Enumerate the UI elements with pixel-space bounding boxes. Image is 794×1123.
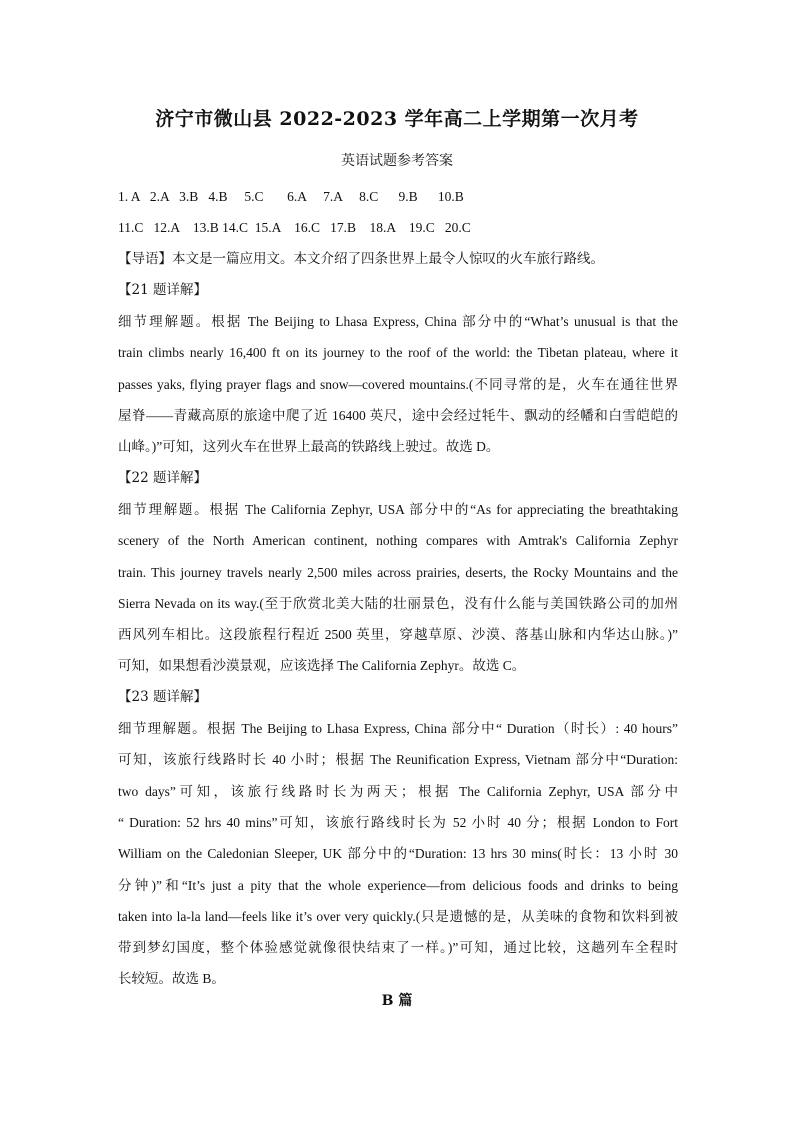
q22-line: 可知，如果想看沙漠景观，应该选择 The California Zephyr。故选 C。 [118, 658, 526, 674]
q23-line: 细节理解题。根据 The Beijing to Lhasa Express, China 部分中“ Duration（时长）: 40 hours” [118, 721, 678, 737]
answer-row-2: 11.C 12.A 13.B 14.C 15.A 16.C 17.B 18.A 19.C 20.C [118, 220, 471, 236]
q22-heading: 【22 题详解】 [118, 469, 207, 486]
q21-heading: 【21 题详解】 [118, 281, 207, 298]
page-subtitle: 英语试题参考答案 [341, 153, 453, 169]
q22-line: Sierra Nevada on its way.(至于欣赏北美大陆的壮丽景色，没有什么能与美国铁路公司的加州 [118, 595, 678, 611]
q23-heading: 【23 题详解】 [118, 688, 207, 705]
q22-line: train. This journey travels nearly 2,500 miles across prairies, deserts, the Rocky Mountains and the [118, 564, 678, 580]
document-body [118, 181, 678, 995]
q23-line: taken into la-la land—feels like it’s over very quickly.(只是遗憾的是，从美味的食物和饮料到被 [118, 908, 678, 924]
q23-line: William on the Caledonian Sleeper, UK 部分中的“Duration: 13 hrs 30 mins(时长：13 小时 30 [118, 846, 678, 862]
q23-line: two days”可知，该旅行线路时长为两天；根据 The California Zephyr, USA 部分中 [118, 783, 678, 799]
answer-row-1: 1. A 2.A 3.B 4.B 5.C 6.A 7.A 8.C 9.B 10.B [118, 189, 464, 204]
section-b-heading: B 篇 [381, 993, 413, 1009]
q23-line: 长较短。故选 B。 [118, 971, 225, 987]
q21-line: 山峰。)”可知，这列火车在世界上最高的铁路线上驶过。故选 D。 [118, 439, 500, 455]
q22-line: 西风列车相比。这段旅程行程近 2500 英里，穿越草原、沙漠、落基山脉和内华达山脉。)” [118, 627, 678, 643]
q22-line: 细节理解题。根据 The California Zephyr, USA 部分中的“As for appreciating the breathtaking [118, 501, 678, 517]
page-title: 济宁市微山县 2022-2023 学年高二上学期第一次月考 [155, 108, 639, 130]
q23-line: “ Duration: 52 hrs 40 mins”可知，该旅行路线时长为 52 小时 40 分；根据 London to Fort [118, 814, 678, 830]
q23-line: 分钟)”和“It’s just a pity that the whole experience—from delicious foods and drinks to being [118, 877, 678, 893]
q23-line: 可知，该旅行线路时长 40 小时；根据 The Reunification Express, Vietnam 部分中“Duration: [118, 752, 678, 768]
q21-line: 细节理解题。根据 The Beijing to Lhasa Express, China 部分中的“What’s unusual is that the [118, 314, 678, 330]
q21-line: train climbs nearly 16,400 ft on its journey to the roof of the world: the Tibetan plateau, where it [118, 345, 678, 361]
intro-text: 【导语】本文是一篇应用文。本文介绍了四条世界上最令人惊叹的火车旅行路线。 [118, 250, 604, 267]
q21-line: passes yaks, flying prayer flags and snow—covered mountains.(不同寻常的是，火车在通往世界 [118, 376, 678, 392]
q21-line: 屋脊——青藏高原的旅途中爬了近 16400 英尺，途中会经过牦牛、飘动的经幡和白雪皑皑的 [118, 408, 678, 424]
q22-line: scenery of the North American continent, nothing compares with Amtrak's California Zephyr [118, 533, 678, 549]
q23-line: 带到梦幻国度，整个体验感觉就像很快结束了一样。)”可知，通过比较，这趟列车全程时 [118, 940, 678, 956]
